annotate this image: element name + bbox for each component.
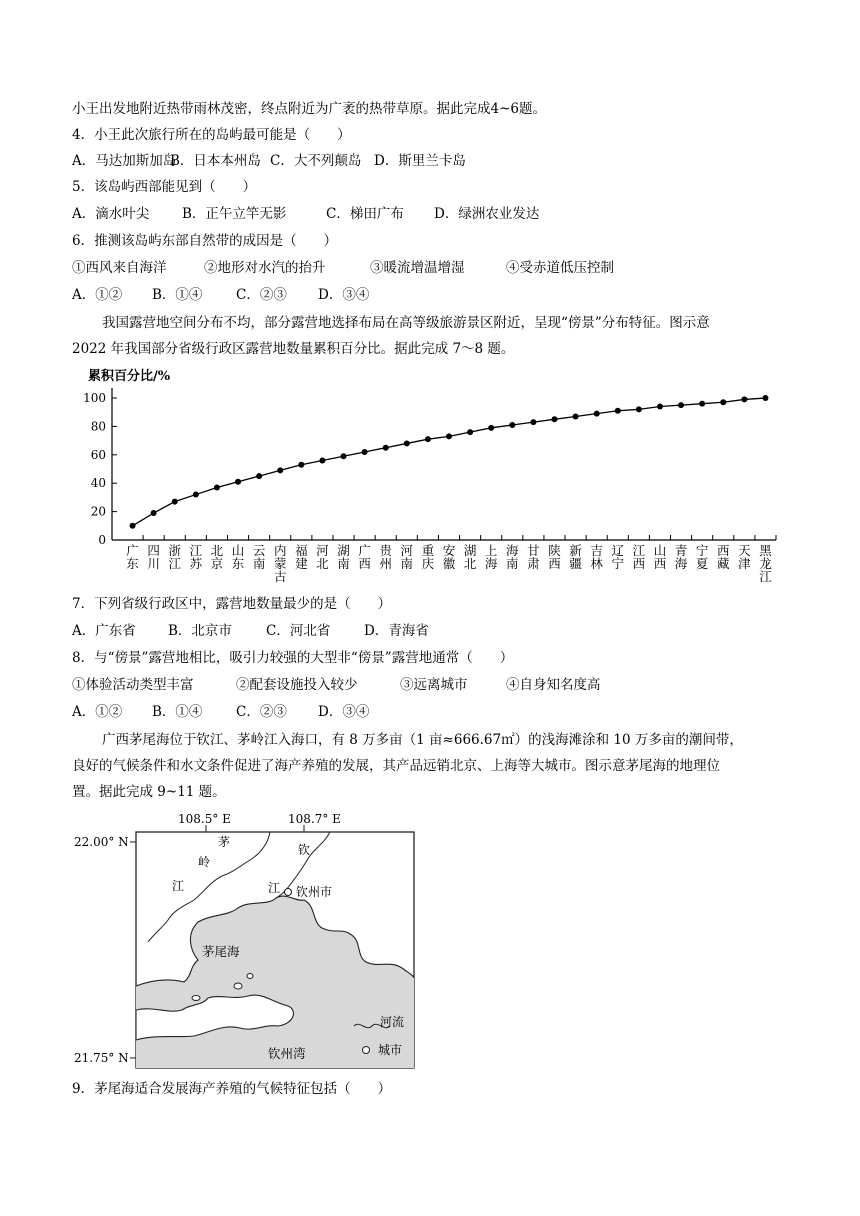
q8-option-d: D．③④ xyxy=(318,704,370,720)
x-tick-label-13-0: 河 xyxy=(400,543,414,558)
data-point-30 xyxy=(762,395,768,401)
data-point-27 xyxy=(699,401,705,407)
x-tick-label-3-0: 江 xyxy=(189,543,203,558)
x-tick-label-15-0: 安 xyxy=(442,543,456,558)
x-tick-label-0-0: 广 xyxy=(126,543,139,558)
x-tick-label-9-0: 河 xyxy=(316,543,329,558)
q7-options xyxy=(72,622,429,640)
data-point-15 xyxy=(446,433,452,439)
q5-option-b: B．正午立竿无影 xyxy=(182,206,287,222)
x-tick-label-29-1: 津 xyxy=(738,556,751,571)
x-tick-label-21-1: 疆 xyxy=(569,556,582,571)
data-point-22 xyxy=(594,411,600,417)
q6-statement-4: ④受赤道低压控制 xyxy=(506,260,614,276)
y-tick-label-20: 20 xyxy=(90,504,106,519)
maoling-label-2: 岭 xyxy=(198,855,211,869)
data-point-2 xyxy=(172,499,178,505)
series-line xyxy=(133,398,766,526)
x-tick-label-1-0: 四 xyxy=(147,543,160,558)
x-tick-label-18-0: 海 xyxy=(506,543,519,558)
q8-options xyxy=(72,703,369,721)
island-3 xyxy=(192,996,200,1001)
data-point-25 xyxy=(657,404,663,410)
cumulative-percentage-chart xyxy=(70,366,790,591)
q6-option-b: B．①④ xyxy=(152,287,203,303)
qinzhou-city-marker xyxy=(285,889,292,896)
q8-statement-1: ①体验活动类型丰富 xyxy=(72,677,194,693)
x-tick-label-14-0: 重 xyxy=(421,543,435,558)
map-svg xyxy=(72,810,492,1075)
q5-options xyxy=(72,205,539,223)
q6-statement-2: ②地形对水汽的抬升 xyxy=(204,260,326,276)
x-tick-label-8-0: 福 xyxy=(295,543,308,558)
data-point-16 xyxy=(467,429,473,435)
x-tick-label-28-0: 西 xyxy=(717,543,730,558)
data-point-11 xyxy=(362,449,368,455)
x-tick-label-12-0: 贵 xyxy=(379,543,392,558)
data-point-24 xyxy=(636,406,642,412)
island-2 xyxy=(247,974,253,979)
x-tick-label-11-0: 广 xyxy=(358,543,371,558)
qin-label-2: 江 xyxy=(268,881,281,895)
sea-area xyxy=(136,896,414,1068)
q8-statements xyxy=(72,676,601,694)
data-point-20 xyxy=(551,416,557,422)
data-point-18 xyxy=(509,422,515,428)
x-tick-label-5-0: 山 xyxy=(231,543,245,558)
q7-option-a: A．广东省 xyxy=(72,623,136,639)
intro-9-11-line1: 广西茅尾海位于钦江、茅岭江入海口，有 8 万多亩（1 亩≈666.67㎡）的浅海滩涂和 10 万多亩的潮间带， xyxy=(102,732,743,748)
data-point-5 xyxy=(235,479,241,485)
data-point-6 xyxy=(256,473,262,479)
maoling-label-1: 茅 xyxy=(218,835,231,849)
intro-7-8-line2: 2022 年我国部分省级行政区露营地数量累积百分比。据此完成 7～8 题。 xyxy=(72,341,515,357)
q4-stem: 4．小王此次旅行所在的岛屿最可能是（ ） xyxy=(72,127,351,143)
x-tick-label-23-0: 辽 xyxy=(611,543,625,558)
q8-statement-2: ②配套设施投入较少 xyxy=(236,677,358,693)
q5-option-d: D．绿洲农业发达 xyxy=(434,206,540,222)
x-tick-label-23-1: 宁 xyxy=(611,556,625,571)
qin-label-1: 钦 xyxy=(298,843,311,857)
q6-options xyxy=(72,286,369,304)
q6-statements xyxy=(72,259,614,277)
x-tick-label-22-0: 吉 xyxy=(590,543,603,558)
lon-label-2: 108.7° E xyxy=(288,812,341,826)
x-tick-label-18-1: 南 xyxy=(506,556,519,571)
x-tick-label-20-0: 陕 xyxy=(548,543,561,558)
x-tick-label-29-0: 天 xyxy=(738,543,751,558)
legend-city-label: 城市 xyxy=(378,1043,403,1057)
x-tick-label-0-1: 东 xyxy=(126,556,139,571)
q8-statement-4: ④自身知名度高 xyxy=(506,677,601,693)
intro-4-6: 小王出发地附近热带雨林茂密，终点附近为广袤的热带草原。据此完成4~6题。 xyxy=(72,101,546,117)
x-tick-label-2-0: 浙 xyxy=(168,543,181,558)
maowei-sea-label: 茅尾海 xyxy=(202,944,240,959)
q5-option-c: C．梯田广布 xyxy=(326,206,404,222)
x-tick-label-2-1: 江 xyxy=(168,556,181,571)
x-tick-label-16-1: 北 xyxy=(463,556,477,571)
q6-statement-3: ③暖流增温增湿 xyxy=(370,260,465,276)
data-point-19 xyxy=(530,419,536,425)
chart-svg xyxy=(70,366,790,591)
x-tick-label-26-1: 海 xyxy=(674,556,688,571)
q9-stem: 9．茅尾海适合发展海产养殖的气候特征包括（ ） xyxy=(72,1081,392,1097)
x-tick-label-17-0: 上 xyxy=(484,543,498,558)
y-tick-label-60: 60 xyxy=(90,447,106,462)
x-tick-label-27-0: 宁 xyxy=(695,543,709,558)
maoling-label-3: 江 xyxy=(172,879,185,893)
x-tick-label-16-0: 湖 xyxy=(463,543,477,558)
data-point-0 xyxy=(130,523,136,529)
intro-9-11-line2: 良好的气候条件和水文条件促进了海产养殖的发展，其产品远销北京、上海等大城市。图示意茅尾海的地理位 xyxy=(72,758,720,774)
x-tick-label-24-1: 西 xyxy=(632,556,646,571)
y-tick-label-100: 100 xyxy=(83,391,106,405)
x-tick-label-6-0: 云 xyxy=(252,543,266,558)
y-axis-title: 累积百分比/% xyxy=(88,369,171,384)
x-tick-label-30-0: 黑 xyxy=(759,543,772,558)
x-tick-label-7-2: 古 xyxy=(273,569,287,584)
x-tick-label-3-1: 苏 xyxy=(189,556,203,571)
q8-statement-3: ③远离城市 xyxy=(400,677,468,693)
legend-city-symbol xyxy=(363,1047,370,1054)
legend-river-label: 河流 xyxy=(380,1015,405,1029)
qinzhou-city-label: 钦州市 xyxy=(296,885,333,899)
lat-label-2: 21.75° N xyxy=(74,1051,129,1065)
x-tick-label-20-1: 西 xyxy=(548,556,561,571)
x-tick-label-13-1: 南 xyxy=(400,556,414,571)
x-tick-label-4-1: 京 xyxy=(210,556,224,571)
data-point-12 xyxy=(383,445,389,451)
q7-stem: 7．下列省级行政区中，露营地数量最少的是（ ） xyxy=(72,596,392,612)
x-tick-label-9-1: 北 xyxy=(316,556,329,571)
q5-stem: 5．该岛屿西部能见到（ ） xyxy=(72,179,257,195)
x-tick-label-26-0: 青 xyxy=(674,543,688,558)
y-tick-label-0: 0 xyxy=(98,533,106,547)
data-point-21 xyxy=(573,413,579,419)
data-point-26 xyxy=(678,402,684,408)
x-tick-label-25-0: 山 xyxy=(653,543,667,558)
data-point-9 xyxy=(319,457,325,463)
x-tick-label-17-1: 海 xyxy=(484,556,498,571)
maowei-sea-map xyxy=(72,810,492,1075)
x-tick-label-7-1: 蒙 xyxy=(273,556,287,571)
x-tick-label-28-1: 藏 xyxy=(717,556,730,571)
x-tick-label-8-1: 建 xyxy=(295,556,308,571)
x-tick-label-30-1: 龙 xyxy=(759,556,772,571)
x-tick-label-14-1: 庆 xyxy=(421,556,435,571)
q5-option-a: A．滴水叶尖 xyxy=(72,206,150,222)
q8-stem: 8．与“傍景”露营地相比，吸引力较强的大型非“傍景”露营地通常（ ） xyxy=(72,650,514,666)
island-1 xyxy=(234,983,242,989)
q7-option-c: C．河北省 xyxy=(266,623,331,639)
data-point-3 xyxy=(193,492,199,498)
x-tick-label-24-0: 江 xyxy=(632,543,646,558)
x-tick-label-19-1: 肃 xyxy=(527,556,540,571)
q6-option-c: C．②③ xyxy=(236,287,287,303)
x-tick-label-22-1: 林 xyxy=(590,556,603,571)
data-point-10 xyxy=(341,453,347,459)
y-tick-label-80: 80 xyxy=(90,419,106,434)
y-tick-label-40: 40 xyxy=(90,476,106,491)
lat-label-1: 22.00° N xyxy=(74,835,129,849)
q4-option-d: D．斯里兰卡岛 xyxy=(374,153,466,169)
data-point-29 xyxy=(741,396,747,402)
x-tick-label-10-1: 南 xyxy=(337,556,350,571)
q6-option-d: D．③④ xyxy=(318,287,370,303)
data-point-28 xyxy=(720,399,726,405)
x-tick-label-19-0: 甘 xyxy=(527,543,540,558)
data-point-8 xyxy=(298,462,304,468)
q8-option-b: B．①④ xyxy=(152,704,203,720)
data-point-23 xyxy=(615,408,621,414)
q8-option-c: C．②③ xyxy=(236,704,287,720)
intro-7-8-line1: 我国露营地空间分布不均，部分露营地选择布局在高等级旅游景区附近，呈现“傍景”分布特征。图示意 xyxy=(102,315,710,331)
data-point-13 xyxy=(404,440,410,446)
x-tick-label-10-0: 湖 xyxy=(337,543,350,558)
data-point-1 xyxy=(151,510,157,516)
x-tick-label-15-1: 徽 xyxy=(442,556,456,571)
data-point-17 xyxy=(488,425,494,431)
q4-options xyxy=(72,152,466,170)
lon-label-1: 108.5° E xyxy=(178,812,231,826)
data-point-14 xyxy=(425,436,431,442)
q8-option-a: A．①② xyxy=(72,704,123,720)
x-tick-label-21-0: 新 xyxy=(569,543,582,558)
x-tick-label-5-1: 东 xyxy=(231,556,245,571)
x-tick-label-11-1: 西 xyxy=(358,556,371,571)
x-tick-label-6-1: 南 xyxy=(252,556,266,571)
q4-option-a: A．马达加斯加岛 xyxy=(72,153,177,169)
qinzhou-bay-label: 钦州湾 xyxy=(268,1046,306,1061)
intro-9-11-line3: 置。据此完成 9~11 题。 xyxy=(72,784,226,800)
q7-option-b: B．北京市 xyxy=(168,623,232,639)
x-tick-label-25-1: 西 xyxy=(653,556,667,571)
x-tick-label-12-1: 州 xyxy=(379,556,392,571)
x-tick-label-7-0: 内 xyxy=(273,543,287,558)
q4-option-b: B．日本本州岛 xyxy=(170,153,261,169)
data-point-7 xyxy=(277,467,283,473)
q7-option-d: D．青海省 xyxy=(364,623,429,639)
x-tick-label-1-1: 川 xyxy=(147,556,160,571)
x-tick-label-27-1: 夏 xyxy=(695,556,709,571)
data-point-4 xyxy=(214,484,220,490)
q6-stem: 6．推测该岛屿东部自然带的成因是（ ） xyxy=(72,233,338,249)
x-tick-label-30-2: 江 xyxy=(759,569,772,584)
q4-option-c: C．大不列颠岛 xyxy=(270,153,362,169)
q6-statement-1: ①西风来自海洋 xyxy=(72,260,167,276)
q6-option-a: A．①② xyxy=(72,287,123,303)
x-tick-label-4-0: 北 xyxy=(210,543,224,558)
